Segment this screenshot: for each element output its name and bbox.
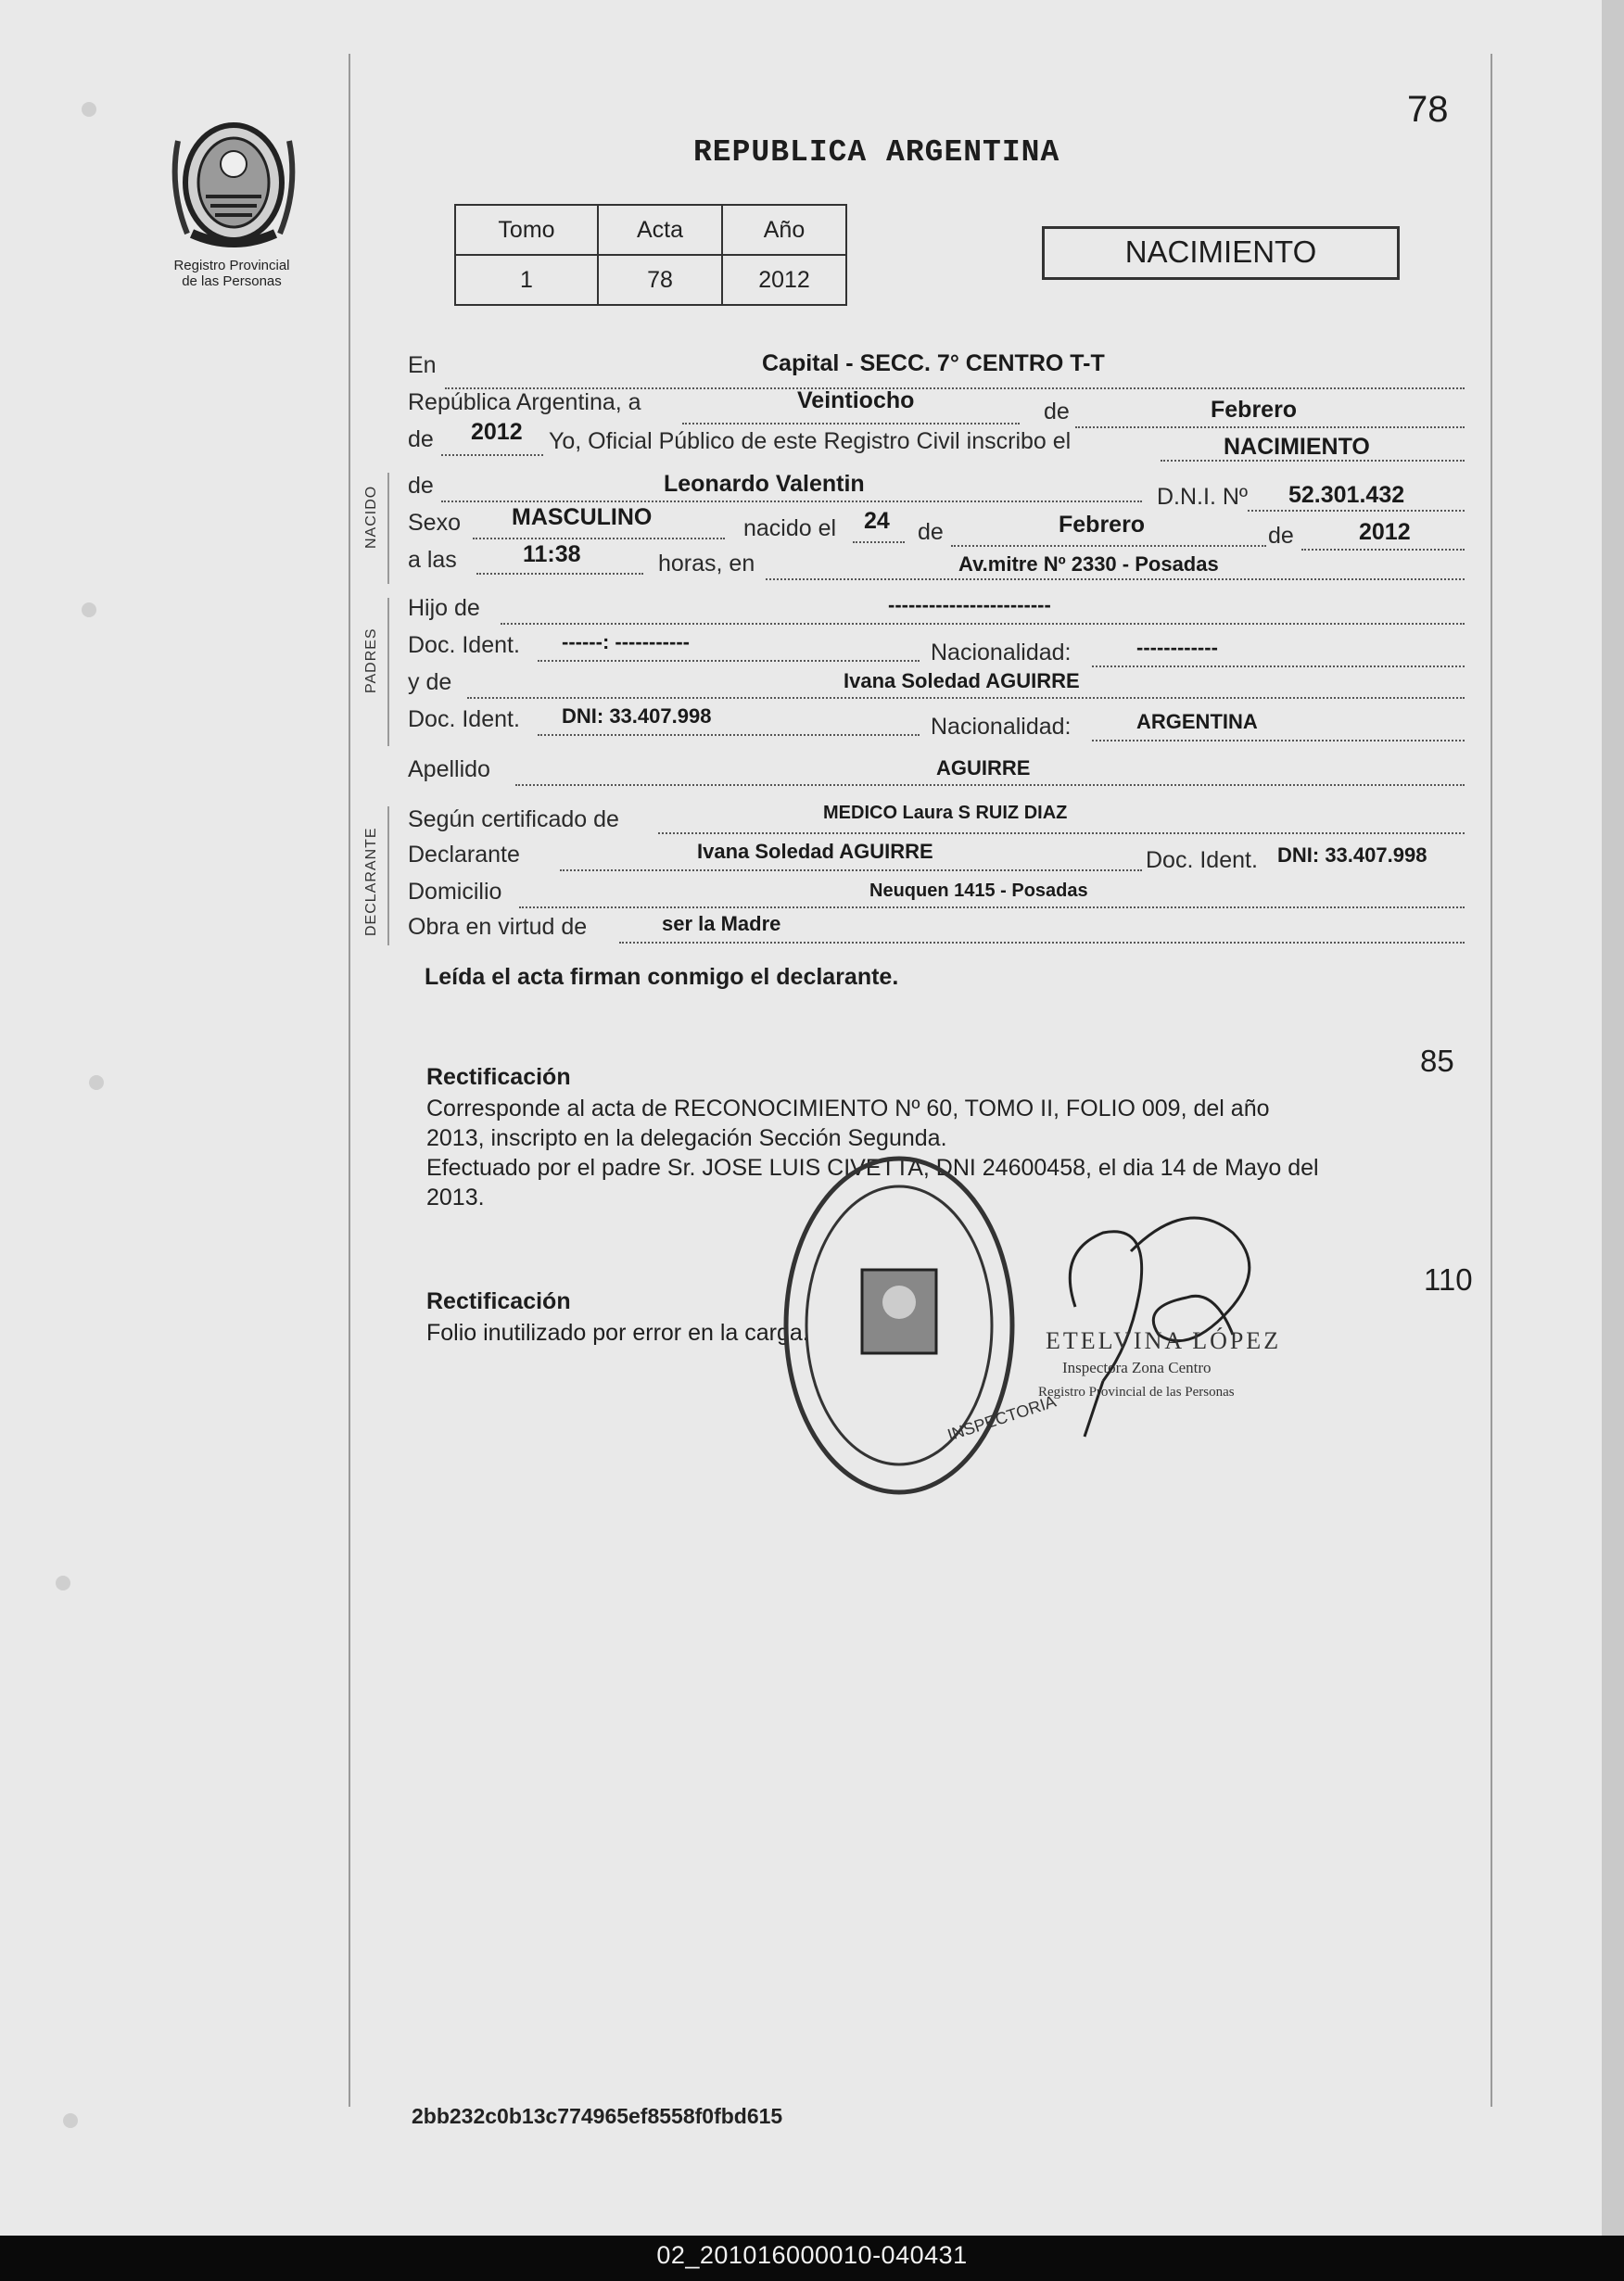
section-label-nacido: NACIDO [363, 485, 379, 549]
table-cell-acta: 78 [598, 255, 722, 305]
dotted-line [515, 784, 1465, 786]
rectification-line: 2013. [426, 1185, 485, 1210]
dotted-line [1075, 426, 1465, 428]
signer-role: Inspectora Zona Centro [1062, 1359, 1212, 1376]
value-father-doc: ------: ----------- [562, 630, 690, 653]
value-declarante-doc: DNI: 33.407.998 [1277, 843, 1427, 867]
dotted-line [766, 578, 1465, 580]
dotted-line [1092, 665, 1465, 667]
label-obra-en-virtud: Obra en virtud de [408, 914, 588, 940]
signer-name: ETELVINA LÓPEZ [1046, 1327, 1282, 1354]
rectification-heading: Rectificación [426, 1288, 571, 1314]
value-place-of-registry: Capital - SECC. 7° CENTRO T-T [762, 350, 1105, 376]
value-birth-year: 2012 [1359, 519, 1411, 545]
dotted-line [538, 660, 920, 662]
act-type-box: NACIMIENTO [1042, 226, 1400, 280]
rectification-number: 85 [1420, 1044, 1454, 1078]
value-year: 2012 [471, 419, 523, 445]
value-time: 11:38 [523, 541, 581, 567]
rectification-number: 110 [1424, 1262, 1473, 1297]
label-hijo-de: Hijo de [408, 595, 480, 621]
label-de: de [1268, 523, 1294, 549]
section-divider [387, 806, 389, 945]
value-mother: Ivana Soledad AGUIRRE [844, 669, 1080, 692]
seal-center-text: INSPECTORIA [945, 1391, 1059, 1445]
section-label-padres: PADRES [363, 627, 379, 693]
value-act: NACIMIENTO [1224, 434, 1370, 460]
value-birth-month: Febrero [1059, 512, 1146, 538]
value-certificate: MEDICO Laura S RUIZ DIAZ [823, 803, 1068, 823]
value-month: Febrero [1211, 397, 1298, 423]
table-cell-ano: 2012 [722, 255, 846, 305]
punch-hole [56, 1576, 70, 1590]
document-title: REPUBLICA ARGENTINA [693, 135, 1060, 170]
label-de: de [1044, 399, 1070, 425]
dotted-line [1301, 549, 1465, 551]
value-father-nationality: ------------ [1136, 636, 1218, 659]
value-declarante: Ivana Soledad AGUIRRE [697, 840, 933, 863]
punch-hole [63, 2113, 78, 2128]
label-de: de [918, 519, 944, 545]
signer-organization: Registro Provincial de las Personas [1038, 1385, 1235, 1400]
rectification-line: Corresponde al acta de RECONOCIMIENTO Nº 60, TOMO II, FOLIO 009, del año [426, 1096, 1270, 1121]
dotted-line [441, 454, 543, 456]
table-header-tomo: Tomo [455, 205, 598, 255]
label-de: de [408, 473, 434, 499]
rectification-text: Folio inutilizado por error en la carga. [426, 1320, 809, 1346]
section-divider [387, 473, 389, 584]
value-sexo: MASCULINO [512, 504, 653, 530]
label-en: En [408, 352, 437, 378]
dotted-line [467, 697, 1465, 699]
dotted-line [501, 623, 1465, 625]
rectification-heading: Rectificación [426, 1064, 571, 1090]
dotted-line [476, 573, 643, 575]
label-segun-certificado: Según certificado de [408, 806, 619, 832]
dotted-line [441, 501, 1142, 502]
table-header-ano: Año [722, 205, 846, 255]
dotted-line [682, 423, 1020, 425]
value-father: ------------------------ [888, 593, 1051, 616]
label-horas-en: horas, en [658, 551, 755, 577]
dotted-line [951, 545, 1266, 547]
value-birth-place: Av.mitre Nº 2330 - Posadas [958, 552, 1219, 576]
label-a-las: a las [408, 547, 457, 573]
label-doc-ident: Doc. Ident. [408, 632, 520, 658]
section-divider [387, 598, 389, 746]
page-number: 78 [1407, 89, 1449, 130]
label-apellido: Apellido [408, 756, 490, 782]
table-header-acta: Acta [598, 205, 722, 255]
label-y-de: y de [408, 669, 452, 695]
dotted-line [1248, 510, 1465, 512]
punch-hole [89, 1075, 104, 1090]
dotted-line [853, 541, 905, 543]
value-obra: ser la Madre [662, 912, 781, 935]
dotted-line [560, 869, 1142, 871]
footer-file-id: 02_201016000010-040431 [656, 2241, 968, 2269]
punch-hole [82, 602, 96, 617]
label-de: de [408, 426, 434, 452]
label-nacionalidad: Nacionalidad: [931, 640, 1072, 665]
value-day: Veintiocho [797, 387, 915, 413]
table-cell-tomo: 1 [455, 255, 598, 305]
logo-caption-line1: Registro Provincial [173, 258, 290, 273]
label-sexo: Sexo [408, 510, 461, 536]
closing-statement: Leída el acta firman conmigo el declarante. [425, 964, 899, 990]
punch-hole [82, 102, 96, 117]
rectification-line: 2013, inscripto en la delegación Sección Segunda. [426, 1125, 947, 1151]
document-hash: 2bb232c0b13c774965ef8558f0fbd615 [412, 2104, 783, 2128]
dotted-line [519, 906, 1465, 908]
label-doc-ident: Doc. Ident. [1146, 847, 1258, 873]
value-dni: 52.301.432 [1288, 482, 1405, 508]
dotted-line [619, 942, 1465, 944]
dotted-line [658, 832, 1465, 834]
page-edge [1602, 0, 1624, 2236]
value-mother-doc: DNI: 33.407.998 [562, 704, 712, 728]
right-margin-line [1491, 54, 1492, 2107]
dotted-line [1092, 740, 1465, 741]
label-doc-ident: Doc. Ident. [408, 706, 520, 732]
province-coat-of-arms-logo [159, 104, 308, 257]
label-nacido-el: nacido el [743, 515, 837, 541]
value-apellido: AGUIRRE [936, 756, 1031, 779]
label-republica: República Argentina, a [408, 389, 641, 415]
label-domicilio: Domicilio [408, 879, 502, 905]
label-nacionalidad: Nacionalidad: [931, 714, 1072, 740]
label-inscribo: Yo, Oficial Público de este Registro Civil inscribo el [549, 428, 1072, 454]
label-declarante: Declarante [408, 842, 520, 868]
section-label-declarante: DECLARANTE [363, 827, 379, 936]
value-mother-nationality: ARGENTINA [1136, 710, 1258, 733]
registry-table [454, 204, 847, 306]
logo-caption-line2: de las Personas [182, 273, 282, 289]
official-seal-stamp [779, 1149, 1020, 1506]
value-child-name: Leonardo Valentin [664, 471, 865, 497]
handwritten-signature [1047, 1196, 1307, 1451]
label-dni: D.N.I. Nº [1157, 484, 1249, 510]
value-domicilio: Neuquen 1415 - Posadas [869, 881, 1088, 901]
rectification-line: Efectuado por el padre Sr. JOSE LUIS CIVETTA, DNI 24600458, el dia 14 de Mayo del [426, 1155, 1319, 1181]
dotted-line [538, 734, 920, 736]
value-birth-day: 24 [864, 508, 890, 534]
logo-caption [139, 258, 324, 289]
dotted-line [473, 538, 725, 539]
left-margin-line [349, 54, 350, 2107]
